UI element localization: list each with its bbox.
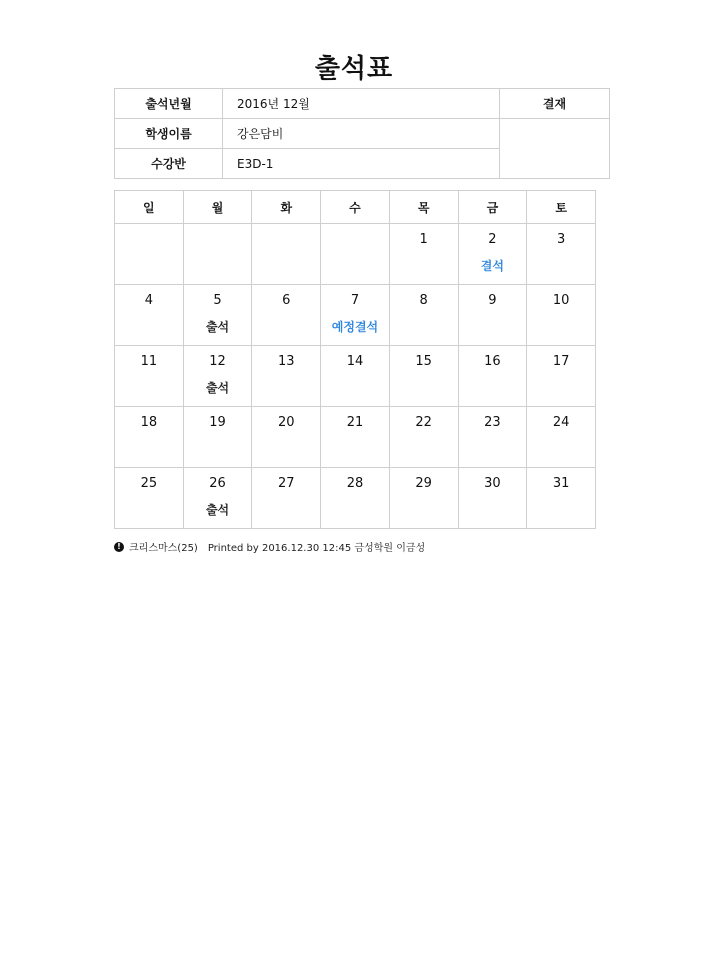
name-label: 학생이름 (115, 119, 223, 149)
calendar-day-cell (527, 407, 596, 468)
exclamation-circle-icon: ! (114, 542, 124, 552)
day-number: 17 (552, 354, 570, 369)
calendar-week-row (115, 468, 596, 529)
calendar-day-cell (321, 407, 390, 468)
day-number: 10 (552, 293, 570, 308)
day-number: 3 (556, 232, 566, 247)
page-title: 출석표 (314, 54, 394, 84)
calendar-day-cell (321, 468, 390, 529)
calendar-day-cell (458, 285, 527, 346)
day-number: 4 (144, 293, 153, 308)
calendar-day-cell (321, 346, 390, 407)
weekday-header: 목 (389, 191, 458, 224)
month-value: 2016년 12월 (223, 89, 500, 119)
day-number: 13 (277, 354, 295, 369)
class-value: E3D-1 (223, 149, 500, 179)
class-label: 수강반 (115, 149, 223, 179)
calendar-day-cell (389, 224, 458, 285)
calendar-day-cell (252, 285, 321, 346)
calendar-day-cell (527, 346, 596, 407)
day-number: 14 (346, 354, 364, 369)
day-number: 19 (209, 415, 226, 430)
day-number: 9 (488, 293, 497, 308)
calendar-day-cell (389, 285, 458, 346)
weekday-header: 토 (527, 191, 596, 224)
weekday-header: 수 (321, 191, 390, 224)
calendar-day-cell (321, 285, 390, 346)
calendar-day-cell (183, 407, 252, 468)
calendar-day-cell (115, 285, 184, 346)
calendar-day-cell (389, 346, 458, 407)
calendar-day-cell (389, 407, 458, 468)
day-number: 16 (484, 354, 501, 369)
calendar-day-cell (115, 224, 184, 285)
day-number: 15 (415, 354, 432, 369)
day-number: 6 (282, 293, 291, 308)
day-number: 12 (209, 354, 226, 369)
day-number: 30 (484, 476, 501, 491)
day-number: 21 (346, 415, 364, 430)
info-table (114, 88, 610, 179)
attendance-status: 예정결석 (331, 320, 379, 334)
calendar-day-cell (389, 468, 458, 529)
calendar-day-cell (115, 407, 184, 468)
calendar-day-cell (252, 407, 321, 468)
footer-note (114, 539, 425, 554)
month-label: 출석년월 (115, 89, 223, 119)
calendar-day-cell (252, 224, 321, 285)
calendar-day-cell (183, 468, 252, 529)
weekday-header: 월 (183, 191, 252, 224)
calendar-week-row (115, 224, 596, 285)
attendance-status: 출석 (205, 381, 230, 395)
calendar-body (115, 224, 596, 529)
calendar-day-cell (183, 285, 252, 346)
calendar-day-cell (115, 468, 184, 529)
calendar-day-cell (183, 224, 252, 285)
day-number: 22 (415, 415, 432, 430)
weekday-header: 일 (115, 191, 184, 224)
attendance-status: 출석 (205, 503, 230, 517)
day-number: 28 (346, 476, 364, 491)
calendar-day-cell (458, 224, 527, 285)
day-number: 31 (552, 476, 570, 491)
weekday-header: 금 (458, 191, 527, 224)
printed-info: Printed by 2016.12.30 12:45 금성학원 이금성 (207, 543, 426, 554)
calendar-day-cell (527, 468, 596, 529)
approval-label: 결재 (500, 89, 610, 119)
calendar-day-cell (183, 346, 252, 407)
day-number: 5 (213, 293, 222, 308)
calendar-day-cell (458, 407, 527, 468)
calendar-week-row (115, 285, 596, 346)
day-number: 18 (140, 415, 158, 430)
calendar-week-row (115, 407, 596, 468)
day-number: 2 (488, 232, 497, 247)
calendar-day-cell (252, 346, 321, 407)
attendance-calendar (114, 190, 596, 529)
calendar-week-row (115, 346, 596, 407)
holiday-note: 크리스마스(25) (129, 543, 198, 554)
day-number: 29 (415, 476, 432, 491)
weekday-header-row (115, 191, 596, 224)
day-number: 20 (277, 415, 295, 430)
attendance-status: 출석 (205, 320, 230, 334)
day-number: 27 (277, 476, 295, 491)
calendar-day-cell (458, 346, 527, 407)
calendar-day-cell (527, 224, 596, 285)
day-number: 8 (419, 293, 428, 308)
calendar-day-cell (527, 285, 596, 346)
weekday-header: 화 (252, 191, 321, 224)
day-number: 24 (552, 415, 570, 430)
day-number: 7 (350, 293, 360, 308)
calendar-day-cell (458, 468, 527, 529)
calendar-day-cell (115, 346, 184, 407)
day-number: 26 (209, 476, 226, 491)
day-number: 11 (140, 354, 158, 369)
calendar-day-cell (252, 468, 321, 529)
name-value: 강은담비 (223, 119, 500, 149)
attendance-status: 결석 (480, 259, 504, 273)
day-number: 1 (419, 232, 428, 247)
day-number: 23 (484, 415, 501, 430)
approval-box (500, 119, 610, 179)
day-number: 25 (140, 476, 158, 491)
calendar-day-cell (321, 224, 390, 285)
